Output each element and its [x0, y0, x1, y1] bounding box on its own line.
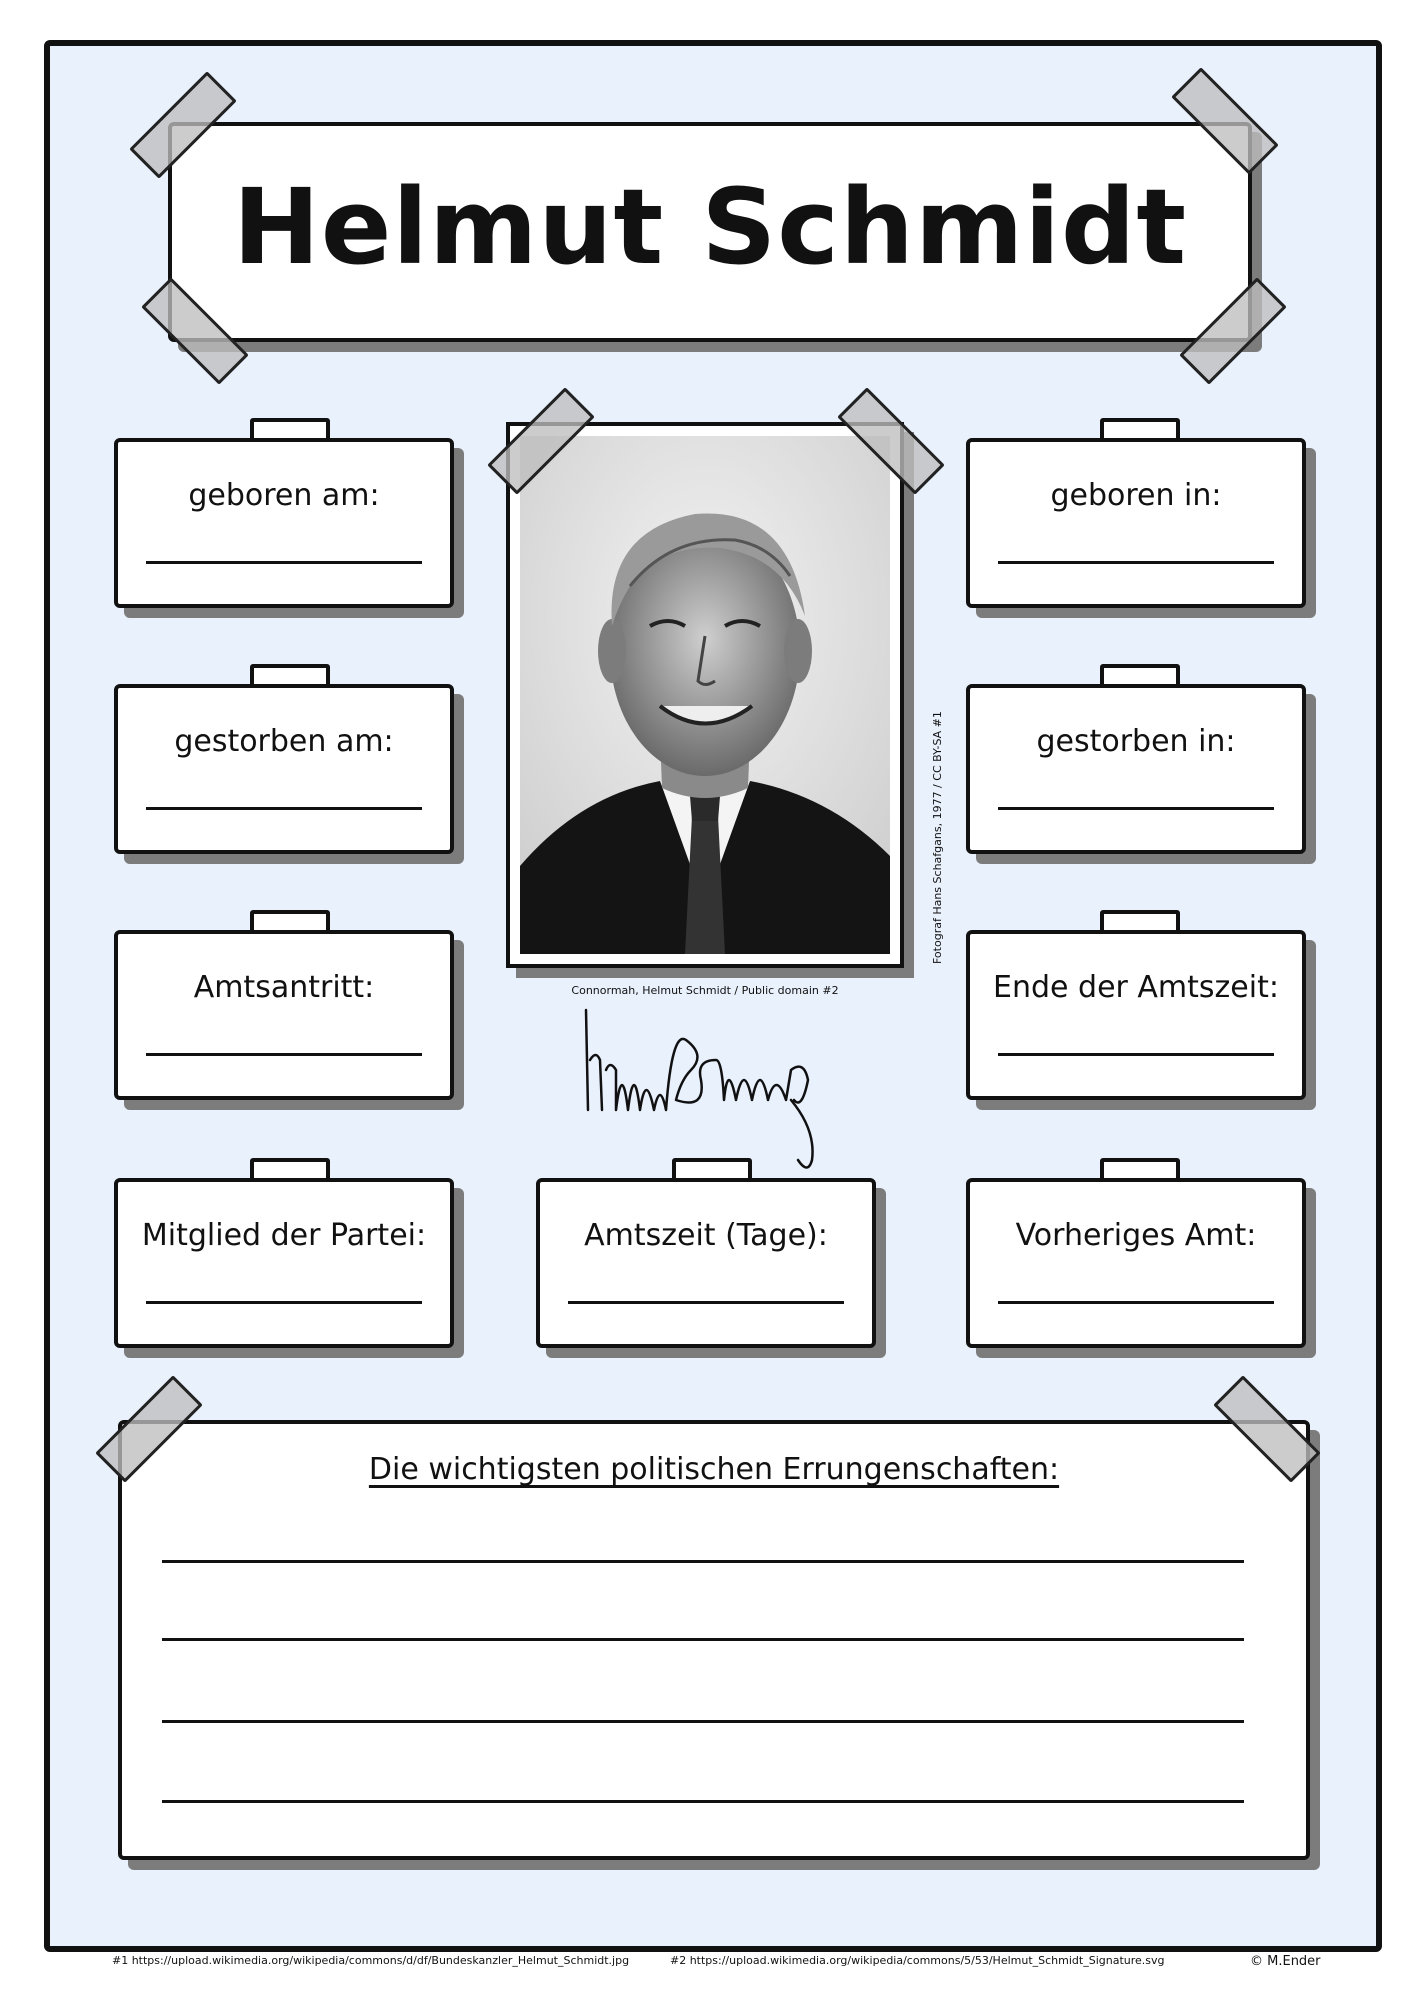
achievements-line-3[interactable] [162, 1720, 1244, 1723]
achievements-card [118, 1420, 1310, 1860]
answer-line-died-on[interactable] [146, 807, 422, 810]
signature-image [576, 1000, 846, 1180]
label-born-in: geboren in: [1050, 478, 1222, 513]
title-card [168, 122, 1252, 342]
card-term-end [966, 930, 1306, 1100]
card-party [114, 1178, 454, 1348]
achievements-line-4[interactable] [162, 1800, 1244, 1803]
achievements-line-2[interactable] [162, 1638, 1244, 1641]
label-party: Mitglied der Partei: [141, 1218, 427, 1253]
answer-line-party[interactable] [146, 1301, 422, 1304]
card-term-days [536, 1178, 876, 1348]
photo-credit-bottom: Connormah, Helmut Schmidt / Public domain #2 [571, 984, 839, 997]
label-term-end: Ende der Amtszeit: [993, 970, 1279, 1005]
card-died-on [114, 684, 454, 854]
answer-line-born-on[interactable] [146, 561, 422, 564]
answer-line-previous-office[interactable] [998, 1301, 1274, 1304]
answer-line-born-in[interactable] [998, 561, 1274, 564]
portrait-image [520, 436, 890, 954]
answer-line-died-in[interactable] [998, 807, 1274, 810]
answer-line-term-days[interactable] [568, 1301, 844, 1304]
label-previous-office: Vorheriges Amt: [1015, 1218, 1257, 1253]
footer-source-2: #2 https://upload.wikimedia.org/wikipedia/commons/5/53/Helmut_Schmidt_Signature.svg [670, 1954, 1165, 1967]
label-term-start: Amtsantritt: [193, 970, 375, 1005]
page-title: Helmut Schmidt [232, 166, 1188, 288]
answer-line-term-end[interactable] [998, 1053, 1274, 1056]
label-died-in: gestorben in: [1036, 724, 1236, 759]
card-born-on [114, 438, 454, 608]
footer-source-1: #1 https://upload.wikimedia.org/wikipedia/commons/d/df/Bundeskanzler_Helmut_Schmidt.jpg [112, 1954, 630, 1967]
label-term-days: Amtszeit (Tage): [584, 1218, 828, 1253]
portrait-photo [506, 422, 904, 968]
label-died-on: gestorben am: [174, 724, 394, 759]
achievements-line-1[interactable] [162, 1560, 1244, 1563]
label-born-on: geboren am: [188, 478, 380, 513]
card-died-in [966, 684, 1306, 854]
footer-copyright: © M.Ender [1250, 1954, 1321, 1969]
achievements-heading: Die wichtigsten politischen Errungenschaften: [368, 1452, 1060, 1487]
photo-credit-side: Fotograf Hans Schafgans, 1977 / CC BY-SA #1 [931, 711, 944, 964]
card-term-start [114, 930, 454, 1100]
card-previous-office [966, 1178, 1306, 1348]
card-born-in [966, 438, 1306, 608]
answer-line-term-start[interactable] [146, 1053, 422, 1056]
